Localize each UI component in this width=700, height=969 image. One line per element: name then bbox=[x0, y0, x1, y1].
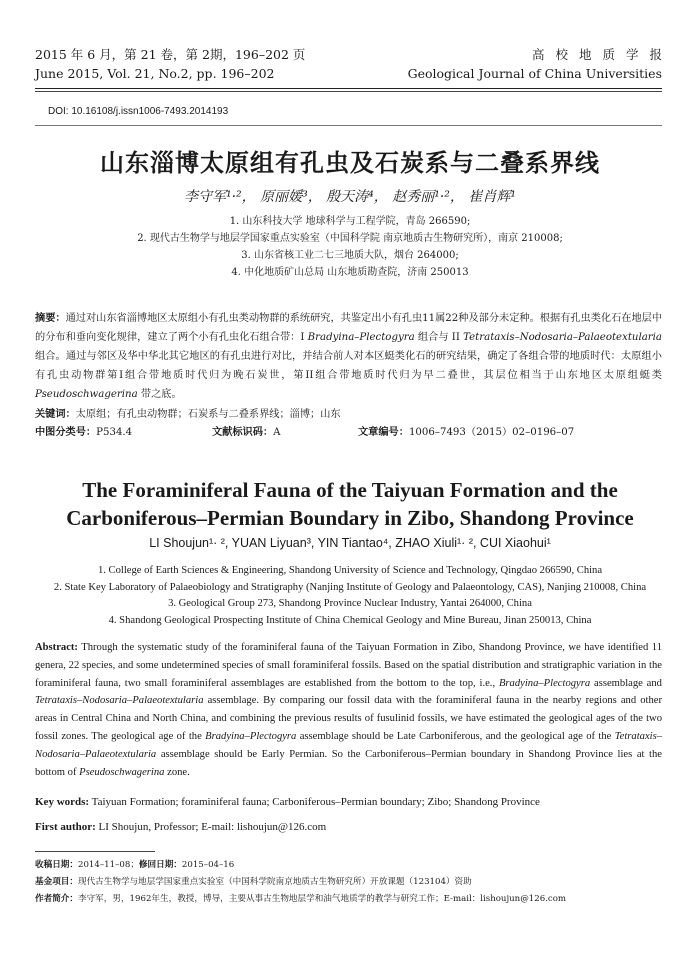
abstract-text: 组合。通过与邻区及华中华北其它地区的有孔虫进行对比，并结合前人对本区蜓类化石的研究结果，确定了各组合带的地质时代：太原组小有孔虫动物群第I组合带地质时代归为晚石炭世，第II组合带地质时代归为早二叠世，其层位相当于山东地区太原组蜓类 bbox=[35, 351, 662, 381]
document-code bbox=[212, 424, 280, 442]
fund-text: 现代古生物学与地层学国家重点实验室（中国科学院南京地质古生物研究所）开放课题（123104）资助 bbox=[77, 877, 472, 887]
header-rule-thin bbox=[35, 91, 662, 92]
affiliations-en bbox=[0, 563, 700, 629]
received-label: 收稿日期： bbox=[35, 860, 78, 870]
abstract-zh bbox=[35, 309, 662, 404]
clc-number bbox=[35, 424, 132, 442]
abstract-text: assemblage should be Late Carboniferous, and the geological age of the bbox=[296, 730, 615, 742]
abstract-text: Through the systematic study of the foraminiferal fauna of the Taiyuan Formation in Zibo, Shandong Province, we have identified 11 genera, 22 species, and some undetermined species of small foraminiferal fossils. Based on the spatial distribution and stratigraphic variation in the foraminiferal fauna, two small foraminiferal assemblages are established from the bottom to the top, i.e., bbox=[35, 642, 662, 689]
classification-row bbox=[35, 424, 662, 442]
abstract-text: zone. bbox=[164, 766, 190, 778]
affiliations-zh bbox=[0, 213, 700, 281]
abstract-label-zh: 摘要： bbox=[35, 313, 66, 324]
affiliation-en: 1. College of Earth Sciences & Engineering, Shandong University of Science and Technology, Qingdao 266590, China bbox=[97, 565, 603, 576]
abstract-text: 通过对山东省淄博地区太原组小有孔虫类动物群的系统研究，共鉴定出小有孔虫11属22种及部分未定种。根据有孔虫类化石在地层中的分布和垂向变化规律，建立了两个小有孔虫化石组合带：I bbox=[35, 313, 663, 343]
abstract-text: 组合与 II bbox=[414, 332, 464, 343]
taxon-name: Pseudoschwagerina bbox=[79, 766, 165, 778]
revised-label: 修回日期： bbox=[138, 860, 182, 870]
keywords-text-en: Taiyuan Formation; foraminiferal fauna; Carboniferous–Permian boundary; Zibo; Shandong Province bbox=[89, 796, 540, 808]
journal-name-zh: 高校地质学报 bbox=[531, 47, 673, 62]
abstract-text: 带之底。 bbox=[137, 389, 182, 400]
authors-zh: 李守军¹·²， 原丽媛³， 殷天涛⁴， 赵秀丽¹·²， 崔肖辉¹ bbox=[184, 189, 516, 205]
affiliation-zh: 1. 山东科技大学 地球科学与工程学院，青岛 266590; bbox=[229, 216, 471, 227]
fund-label: 基金项目： bbox=[35, 877, 78, 887]
affiliation-en: 4. Shandong Geological Prospecting Institute of China Chemical Geology and Mine Bureau, Jinan 250013, China bbox=[108, 614, 592, 626]
taxon-name: Bradyina–Plectogyra bbox=[205, 730, 297, 742]
first-author-text: LI Shoujun, Professor; E-mail: lishoujun@126.com bbox=[95, 821, 327, 833]
footnote-dates bbox=[35, 857, 662, 874]
article-number bbox=[358, 424, 574, 442]
title-line: The Foraminiferal Fauna of the Taiyuan Formation and the bbox=[82, 478, 618, 502]
authors-en: LI Shoujun¹· ², YUAN Liyuan³, YIN Tiantao⁴, ZHAO Xiuli¹· ², CUI Xiaohui¹ bbox=[149, 536, 551, 550]
footnote-bio bbox=[35, 891, 662, 908]
doi-rule bbox=[35, 125, 662, 126]
doi: DOI: 10.16108/j.issn1006-7493.2014193 bbox=[48, 106, 229, 117]
abstract-text: assemblage and bbox=[590, 677, 662, 689]
paper-title-zh: 山东淄博太原组有孔虫及石炭系与二叠系界线 bbox=[100, 149, 600, 177]
doccode-value: A bbox=[273, 427, 281, 438]
header-citation-zh: 2015 年 6 月，第 21 卷，第 2期，196–202 页 bbox=[35, 47, 306, 62]
paper-title-en bbox=[0, 476, 700, 532]
footnotes bbox=[35, 857, 662, 908]
abstract-text: assemblage should be Early Permian. So the Carboniferous–Permian boundary in Shandong Province lies at the bottom of bbox=[35, 748, 662, 778]
received-date: 2014–11–08； bbox=[77, 860, 139, 870]
footnote-rule bbox=[35, 851, 155, 852]
taxon-name: Tetrataxis–Nodosaria–Palaeotextularia bbox=[35, 695, 204, 707]
abstract-label-en: Abstract: bbox=[35, 642, 78, 653]
affiliation-zh: 4. 中化地质矿山总局 山东地质勘查院，济南 250013 bbox=[231, 267, 469, 278]
doccode-label: 文献标识码： bbox=[212, 427, 274, 438]
keywords-en bbox=[35, 796, 662, 808]
taxon-name: Bradyina–Plectogyra bbox=[498, 677, 591, 689]
first-author-label: First author: bbox=[35, 821, 96, 833]
affiliation-zh: 3. 山东省核工业二七三地质大队，烟台 264000; bbox=[241, 250, 459, 261]
keywords-label-zh: 关键词： bbox=[35, 409, 76, 420]
header-journal bbox=[407, 45, 673, 83]
clc-value: P534.4 bbox=[96, 427, 133, 438]
taxon-name: Tetrataxis–Nodosaria–Palaeotextularia bbox=[35, 730, 663, 760]
taxon-name: Bradyina–Plectogyra bbox=[307, 332, 415, 343]
affiliation-zh: 2. 现代古生物学与地层学国家重点实验室（中国科学院 南京地质古生物研究所），南京 210008; bbox=[137, 233, 563, 244]
footnote-fund bbox=[35, 874, 662, 891]
taxon-name: Tetrataxis–Nodosaria–Palaeotextularia bbox=[463, 332, 663, 343]
abstract-text: assemblage. By comparing our fossil data with the foraminiferal fauna in the nearby regions and other areas in Central China and North China, and combining the previous results of fusulinid fossils, we have estimated the geological ages of the two fossil zones. The geological age of the bbox=[35, 695, 662, 742]
clc-label: 中图分类号： bbox=[35, 427, 97, 438]
article-value: 1006–7493（2015）02–0196–07 bbox=[408, 427, 575, 438]
bio-label: 作者简介： bbox=[35, 894, 78, 904]
keywords-text-zh: 太原组；有孔虫动物群；石炭系与二叠系界线；淄博；山东 bbox=[75, 409, 341, 420]
keywords-zh bbox=[35, 406, 662, 424]
title-line: Carboniferous–Permian Boundary in Zibo, Shandong Province bbox=[66, 506, 634, 530]
keywords-label-en: Key words: bbox=[35, 796, 90, 808]
journal-name-en: Geological Journal of China Universities bbox=[407, 66, 662, 81]
first-author bbox=[35, 821, 662, 833]
header-rule bbox=[35, 88, 662, 89]
revised-date: 2015–04–16 bbox=[181, 860, 235, 870]
abstract-en bbox=[35, 639, 662, 781]
article-label: 文章编号： bbox=[358, 427, 409, 438]
bio-text: 李守军，男，1962年生，教授，博导，主要从事古生物地层学和油气地质学的教学与研究工作；E-mail：lishoujun@126.com bbox=[77, 894, 567, 904]
affiliation-en: 2. State Key Laboratory of Palaeobiology and Stratigraphy (Nanjing Institute of Geology and Palaeontology, CAS), Nanjing 210008, China bbox=[53, 581, 647, 593]
header-citation-en: June 2015, Vol. 21, No.2, pp. 196–202 bbox=[35, 66, 275, 81]
header-citation bbox=[35, 45, 305, 83]
affiliation-en: 3. Geological Group 273, Shandong Province Nuclear Industry, Yantai 264000, China bbox=[168, 598, 532, 609]
taxon-name: Pseudoschwagerina bbox=[35, 389, 138, 400]
